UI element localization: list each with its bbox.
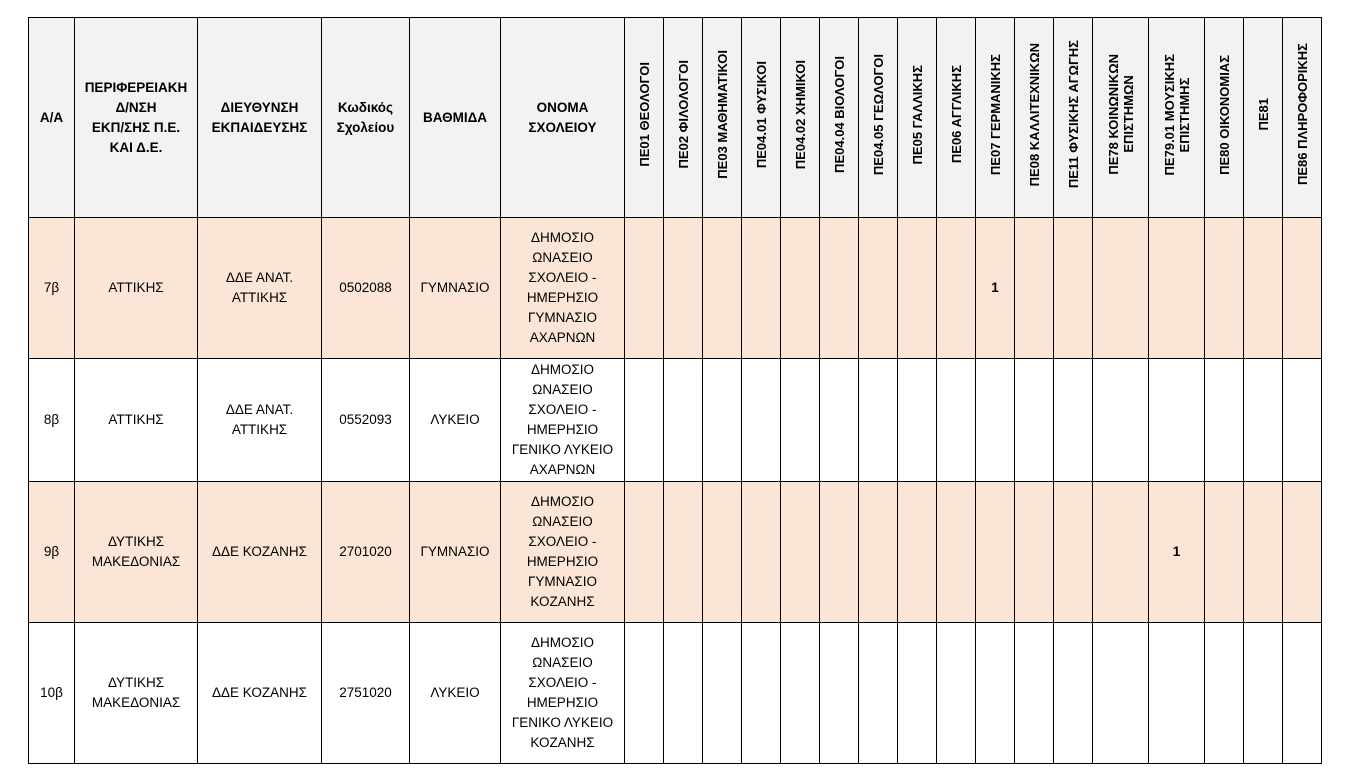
- row-directorate: ΔΔΕ ΚΟΖΑΝΗΣ: [198, 623, 322, 764]
- specialty-label: ΠΕ04.04 ΒΙΟΛΟΓΟΙ: [831, 56, 847, 173]
- specialty-cell: [1205, 218, 1244, 359]
- row-region: ΔΥΤΙΚΗΣ ΜΑΚΕΔΟΝΙΑΣ: [75, 482, 198, 623]
- specialty-cell: [781, 623, 820, 764]
- specialty-label: ΠΕ07 ΓΕΡΜΑΝΙΚΗΣ: [987, 53, 1003, 176]
- specialty-label: ΠΕ04.05 ΓΕΩΛΟΓΟΙ: [870, 53, 886, 176]
- specialty-cell: [1093, 623, 1149, 764]
- specialty-cell: [937, 218, 976, 359]
- specialty-cell: [625, 623, 664, 764]
- specialty-cell: [664, 482, 703, 623]
- specialty-label: ΠΕ01 ΘΕΟΛΟΓΟΙ: [636, 62, 652, 167]
- table-row: [29, 218, 1322, 359]
- specialty-cell: [820, 218, 859, 359]
- header-aa: Α/Α: [29, 18, 75, 218]
- specialty-cell: [1015, 359, 1054, 482]
- header-region: ΠΕΡΙΦΕΡΕΙΑΚΗ Δ/ΝΣΗ ΕΚΠ/ΣΗΣ Π.Ε. ΚΑΙ Δ.Ε.: [75, 18, 198, 218]
- row-school-code: 2701020: [322, 482, 410, 623]
- row-directorate: ΔΔΕ ΑΝΑΤ. ΑΤΤΙΚΗΣ: [198, 359, 322, 482]
- row-region: ΑΤΤΙΚΗΣ: [75, 359, 198, 482]
- specialty-cell: [976, 482, 1015, 623]
- row-school-code: 0552093: [322, 359, 410, 482]
- specialty-label: ΠΕ78 ΚΟΙΝΩΝΙΚΩΝ ΕΠΙΣΤΗΜΩΝ: [1105, 54, 1136, 175]
- row-school-code: 0502088: [322, 218, 410, 359]
- specialty-cell: [859, 218, 898, 359]
- header-school-code: Κωδικός Σχολείου: [322, 18, 410, 218]
- specialty-cell: [664, 359, 703, 482]
- specialty-cell: [1283, 482, 1322, 623]
- header-specialty: [1244, 18, 1283, 218]
- header-specialty: [1093, 18, 1149, 218]
- specialty-cell: [625, 482, 664, 623]
- row-region: ΑΤΤΙΚΗΣ: [75, 218, 198, 359]
- specialty-label: ΠΕ04.02 ΧΗΜΙΚΟΙ: [792, 59, 808, 170]
- specialty-cell: [781, 359, 820, 482]
- header-specialty: [976, 18, 1015, 218]
- specialty-cell: [742, 359, 781, 482]
- table-row: [29, 623, 1322, 764]
- specialty-cell: [625, 218, 664, 359]
- specialty-cell: [859, 623, 898, 764]
- specialty-cell: [703, 359, 742, 482]
- specialty-cell: [742, 482, 781, 623]
- specialty-cell: [1244, 623, 1283, 764]
- specialty-cell: [1244, 218, 1283, 359]
- header-school-name: ΟΝΟΜΑ ΣΧΟΛΕΙΟΥ: [501, 18, 625, 218]
- specialty-cell: [1244, 359, 1283, 482]
- table-row: [29, 482, 1322, 623]
- row-level: ΛΥΚΕΙΟ: [410, 359, 501, 482]
- specialty-cell: [1205, 359, 1244, 482]
- specialty-label: ΠΕ04.01 ΦΥΣΙΚΟΙ: [753, 60, 769, 169]
- header-directorate: ΔΙΕΥΘΥΝΣΗ ΕΚΠΑΙΔΕΥΣΗΣ: [198, 18, 322, 218]
- specialty-cell: [1054, 218, 1093, 359]
- header-specialty: [703, 18, 742, 218]
- row-school-name: ΔΗΜΟΣΙΟ ΩΝΑΣΕΙΟ ΣΧΟΛΕΙΟ - ΗΜΕΡΗΣΙΟ ΓΥΜΝΑΣΙΟ ΚΟΖΑΝΗΣ: [501, 482, 625, 623]
- row-level: ΓΥΜΝΑΣΙΟ: [410, 218, 501, 359]
- specialty-cell: [1205, 482, 1244, 623]
- header-level: ΒΑΘΜΙΔΑ: [410, 18, 501, 218]
- specialty-cell: 1: [976, 218, 1015, 359]
- specialty-cell: [703, 482, 742, 623]
- specialty-cell: [1283, 218, 1322, 359]
- header-specialty: [1054, 18, 1093, 218]
- specialty-cell: [1283, 359, 1322, 482]
- specialty-cell: [625, 359, 664, 482]
- specialty-cell: [1015, 218, 1054, 359]
- header-specialty: [742, 18, 781, 218]
- specialty-label: ΠΕ79.01 ΜΟΥΣΙΚΗΣ ΕΠΙΣΤΗΜΗΣ: [1161, 53, 1192, 176]
- specialty-cell: [937, 359, 976, 482]
- row-region: ΔΥΤΙΚΗΣ ΜΑΚΕΔΟΝΙΑΣ: [75, 623, 198, 764]
- row-level: ΛΥΚΕΙΟ: [410, 623, 501, 764]
- specialty-cell: [1054, 482, 1093, 623]
- row-directorate: ΔΔΕ ΚΟΖΑΝΗΣ: [198, 482, 322, 623]
- specialty-label: ΠΕ05 ΓΑΛΛΙΚΗΣ: [909, 64, 925, 165]
- specialty-cell: [1093, 359, 1149, 482]
- header-specialty: [664, 18, 703, 218]
- specialty-cell: [1054, 359, 1093, 482]
- header-specialty: [1149, 18, 1205, 218]
- specialty-cell: [1149, 623, 1205, 764]
- specialty-label: ΠΕ81: [1255, 98, 1271, 131]
- row-school-code: 2751020: [322, 623, 410, 764]
- header-specialty: [859, 18, 898, 218]
- specialty-cell: [664, 218, 703, 359]
- specialty-label: ΠΕ11 ΦΥΣΙΚΗΣ ΑΓΩΓΗΣ: [1065, 40, 1081, 189]
- row-school-name: ΔΗΜΟΣΙΟ ΩΝΑΣΕΙΟ ΣΧΟΛΕΙΟ - ΗΜΕΡΗΣΙΟ ΓΥΜΝΑΣΙΟ ΑΧΑΡΝΩΝ: [501, 218, 625, 359]
- specialty-cell: [1283, 623, 1322, 764]
- specialty-cell: [937, 482, 976, 623]
- header-row: [29, 18, 1322, 218]
- specialty-cell: [742, 218, 781, 359]
- specialty-label: ΠΕ86 ΠΛΗΡΟΦΟΡΙΚΗΣ: [1294, 43, 1310, 186]
- specialty-label: ΠΕ02 ΦΙΛΟΛΟΓΟΙ: [675, 60, 691, 169]
- specialty-label: ΠΕ06 ΑΓΓΛΙΚΗΣ: [948, 65, 964, 164]
- row-school-name: ΔΗΜΟΣΙΟ ΩΝΑΣΕΙΟ ΣΧΟΛΕΙΟ - ΗΜΕΡΗΣΙΟ ΓΕΝΙΚΟ ΛΥΚΕΙΟ ΑΧΑΡΝΩΝ: [501, 359, 625, 482]
- row-directorate: ΔΔΕ ΑΝΑΤ. ΑΤΤΙΚΗΣ: [198, 218, 322, 359]
- specialty-cell: [1149, 359, 1205, 482]
- header-specialty: [1283, 18, 1322, 218]
- specialty-cell: [976, 359, 1015, 482]
- specialty-cell: [1054, 623, 1093, 764]
- specialty-label: ΠΕ08 ΚΑΛΛΙΤΕΧΝΙΚΩΝ: [1026, 42, 1042, 187]
- specialty-cell: [664, 623, 703, 764]
- specialty-label: ΠΕ03 ΜΑΘΗΜΑΤΙΚΟΙ: [714, 50, 730, 179]
- header-specialty: [1015, 18, 1054, 218]
- header-specialty: [1205, 18, 1244, 218]
- header-specialty: [781, 18, 820, 218]
- specialty-cell: [898, 218, 937, 359]
- specialty-cell: [1015, 482, 1054, 623]
- specialty-cell: [859, 482, 898, 623]
- row-aa: 8β: [29, 359, 75, 482]
- specialty-cell: [1149, 218, 1205, 359]
- specialty-cell: [1244, 482, 1283, 623]
- row-aa: 9β: [29, 482, 75, 623]
- specialty-cell: [898, 482, 937, 623]
- header-specialty: [625, 18, 664, 218]
- specialty-cell: [703, 623, 742, 764]
- specialty-cell: [1015, 623, 1054, 764]
- specialty-cell: [1205, 623, 1244, 764]
- specialty-cell: [898, 623, 937, 764]
- table-body: [29, 218, 1322, 764]
- specialty-cell: [820, 359, 859, 482]
- specialty-cell: [820, 482, 859, 623]
- specialty-cell: [1093, 482, 1149, 623]
- row-school-name: ΔΗΜΟΣΙΟ ΩΝΑΣΕΙΟ ΣΧΟΛΕΙΟ - ΗΜΕΡΗΣΙΟ ΓΕΝΙΚΟ ΛΥΚΕΙΟ ΚΟΖΑΝΗΣ: [501, 623, 625, 764]
- row-aa: 7β: [29, 218, 75, 359]
- specialty-cell: 1: [1149, 482, 1205, 623]
- header-specialty: [820, 18, 859, 218]
- row-aa: 10β: [29, 623, 75, 764]
- specialty-cell: [937, 623, 976, 764]
- row-level: ΓΥΜΝΑΣΙΟ: [410, 482, 501, 623]
- specialty-cell: [859, 359, 898, 482]
- specialty-cell: [898, 359, 937, 482]
- specialty-cell: [781, 482, 820, 623]
- vacancy-table: [28, 17, 1322, 764]
- specialty-cell: [976, 623, 1015, 764]
- specialty-cell: [820, 623, 859, 764]
- specialty-cell: [1093, 218, 1149, 359]
- specialty-cell: [781, 218, 820, 359]
- header-specialty: [937, 18, 976, 218]
- header-specialty: [898, 18, 937, 218]
- specialty-cell: [742, 623, 781, 764]
- specialty-cell: [703, 218, 742, 359]
- table-row: [29, 359, 1322, 482]
- specialty-label: ΠΕ80 ΟΙΚΟΝΟΜΙΑΣ: [1216, 54, 1232, 175]
